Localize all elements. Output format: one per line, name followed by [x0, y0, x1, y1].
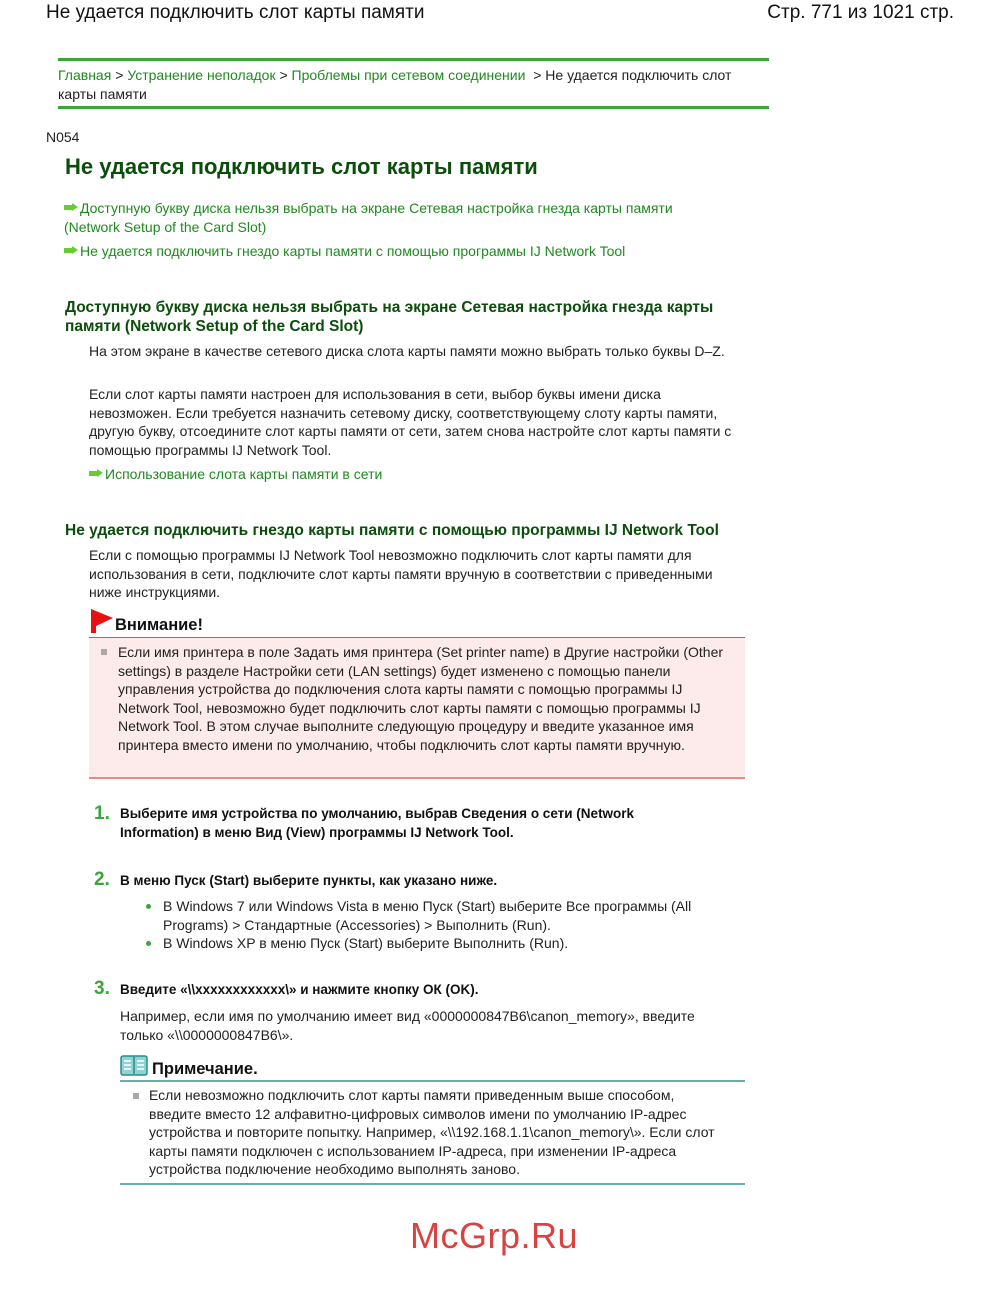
step-2-bullet-1: В Windows 7 или Windows Vista в меню Пуск (Start) выберите Все программы (All Programs) > Стандартные (Accessories) > Выполнить (Run).: [163, 898, 692, 933]
toc-link-1[interactable]: Доступную букву диска нельзя выбрать на экране Сетевая настройка гнезда карты памяти (Network Setup of the Card Slot): [64, 200, 673, 235]
step-3-number: 3.: [94, 978, 110, 999]
page-title: Не удается подключить слот карты памяти: [65, 154, 538, 179]
breadcrumb-network-problems[interactable]: Проблемы при сетевом соединении: [291, 67, 526, 83]
note-top-divider: [120, 1080, 745, 1082]
section1-paragraph-2: Если слот карты памяти настроен для использования в сети, выбор буквы имени диска невозможен. Если требуется назначить сетевому диску, соответствующему слоту карты памяти, другую букву, отсоедините слот карты памяти от сети, затем снова настройте слот карты памяти с помощью программы IJ Network Tool.: [89, 386, 732, 458]
caution-text: Если имя принтера в поле Задать имя принтера (Set printer name) в Другие настройки (Other settings) в разделе Настройки сети (LAN settings) будет изменено с помощью панели управления устройства до подключения слота карты памяти с помощью программы IJ Network Tool, невозможно будет подключить слот карты памяти с помощью программы IJ Network Tool. В этом случае выполните следующую процедуру и введите указанное имя принтера вместо имени по умолчанию, чтобы подключить слот карты памяти вручную.: [118, 644, 724, 753]
step-2-bullet-2: В Windows XP в меню Пуск (Start) выберите Выполнить (Run).: [163, 935, 569, 951]
section1-heading: Доступную букву диска нельзя выбрать на экране Сетевая настройка гнезда карты памяти (Network Setup of the Card Slot): [65, 299, 714, 335]
flag-icon: [90, 609, 114, 633]
breadcrumb-top-divider: [58, 58, 769, 61]
breadcrumb-troubleshooting[interactable]: Устранение неполадок: [127, 67, 276, 83]
watermark: McGrp.Ru: [410, 1215, 579, 1256]
step-3-detail: Например, если имя по умолчанию имеет вид «0000000847B6\canon_memory», введите только «\\0000000847B6\».: [120, 1008, 695, 1043]
caution-title: Внимание!: [115, 616, 203, 634]
breadcrumb-separator: >: [279, 67, 288, 83]
page-header-title: Не удается подключить слот карты памяти: [46, 2, 425, 23]
page-number: Стр. 771 из 1021 стр.: [767, 2, 954, 23]
step-1-number: 1.: [94, 803, 110, 824]
step-1-text: Выберите имя устройства по умолчанию, выбрав Сведения о сети (Network Information) в меню Вид (View) программы IJ Network Tool.: [120, 806, 635, 840]
breadcrumb-bottom-divider: [58, 106, 769, 109]
bullet-dot-icon: [146, 904, 151, 909]
arrow-right-icon: [64, 246, 78, 255]
step-2-text: В меню Пуск (Start) выберите пункты, как указано ниже.: [120, 873, 498, 888]
step-2-number: 2.: [94, 869, 110, 890]
doc-code: N054: [46, 129, 80, 145]
breadcrumb-current: Не удается подключить слот карты памяти: [58, 67, 732, 102]
breadcrumb: [58, 66, 758, 103]
section2-paragraph: Если с помощью программы IJ Network Tool невозможно подключить слот карты памяти для использования в сети, подключите слот карты памяти вручную в соответствии с приведенными ниже инструкциями.: [89, 547, 713, 600]
note-bottom-divider: [120, 1183, 745, 1185]
toc-link-2[interactable]: Не удается подключить гнездо карты памяти с помощью программы IJ Network Tool: [64, 242, 764, 261]
arrow-right-icon: [89, 469, 103, 478]
book-icon: [120, 1055, 148, 1077]
breadcrumb-separator: >: [533, 67, 542, 83]
note-text: Если невозможно подключить слот карты памяти приведенным выше способом, введите вместо 12 алфавитно-цифровых символов имени по умолчанию IP-адрес устройства и повторите попытку. Например, «\\192.168.1.1\canon_memory\». Если слот карты памяти подключен с использованием IP-адреса, при изменении IP-адреса устройства подключение необходимо выполнять заново.: [149, 1087, 715, 1177]
breadcrumb-separator: >: [115, 67, 124, 83]
section1-link[interactable]: Использование слота карты памяти в сети: [89, 465, 382, 484]
step-3-text: Введите «\\xxxxxxxxxxxx\» и нажмите кнопку ОК (OK).: [120, 982, 479, 997]
note-title: Примечание.: [152, 1060, 258, 1078]
section1-paragraph-1: На этом экране в качестве сетевого диска слота карты памяти можно выбрать только буквы D–Z.: [89, 343, 725, 359]
section2-heading: Не удается подключить гнездо карты памяти с помощью программы IJ Network Tool: [65, 522, 719, 539]
bullet-square-icon: [101, 649, 107, 655]
bullet-square-icon: [133, 1093, 139, 1099]
caution-box: [89, 637, 745, 779]
breadcrumb-home[interactable]: Главная: [58, 67, 112, 83]
arrow-right-icon: [64, 203, 78, 212]
bullet-dot-icon: [146, 941, 151, 946]
